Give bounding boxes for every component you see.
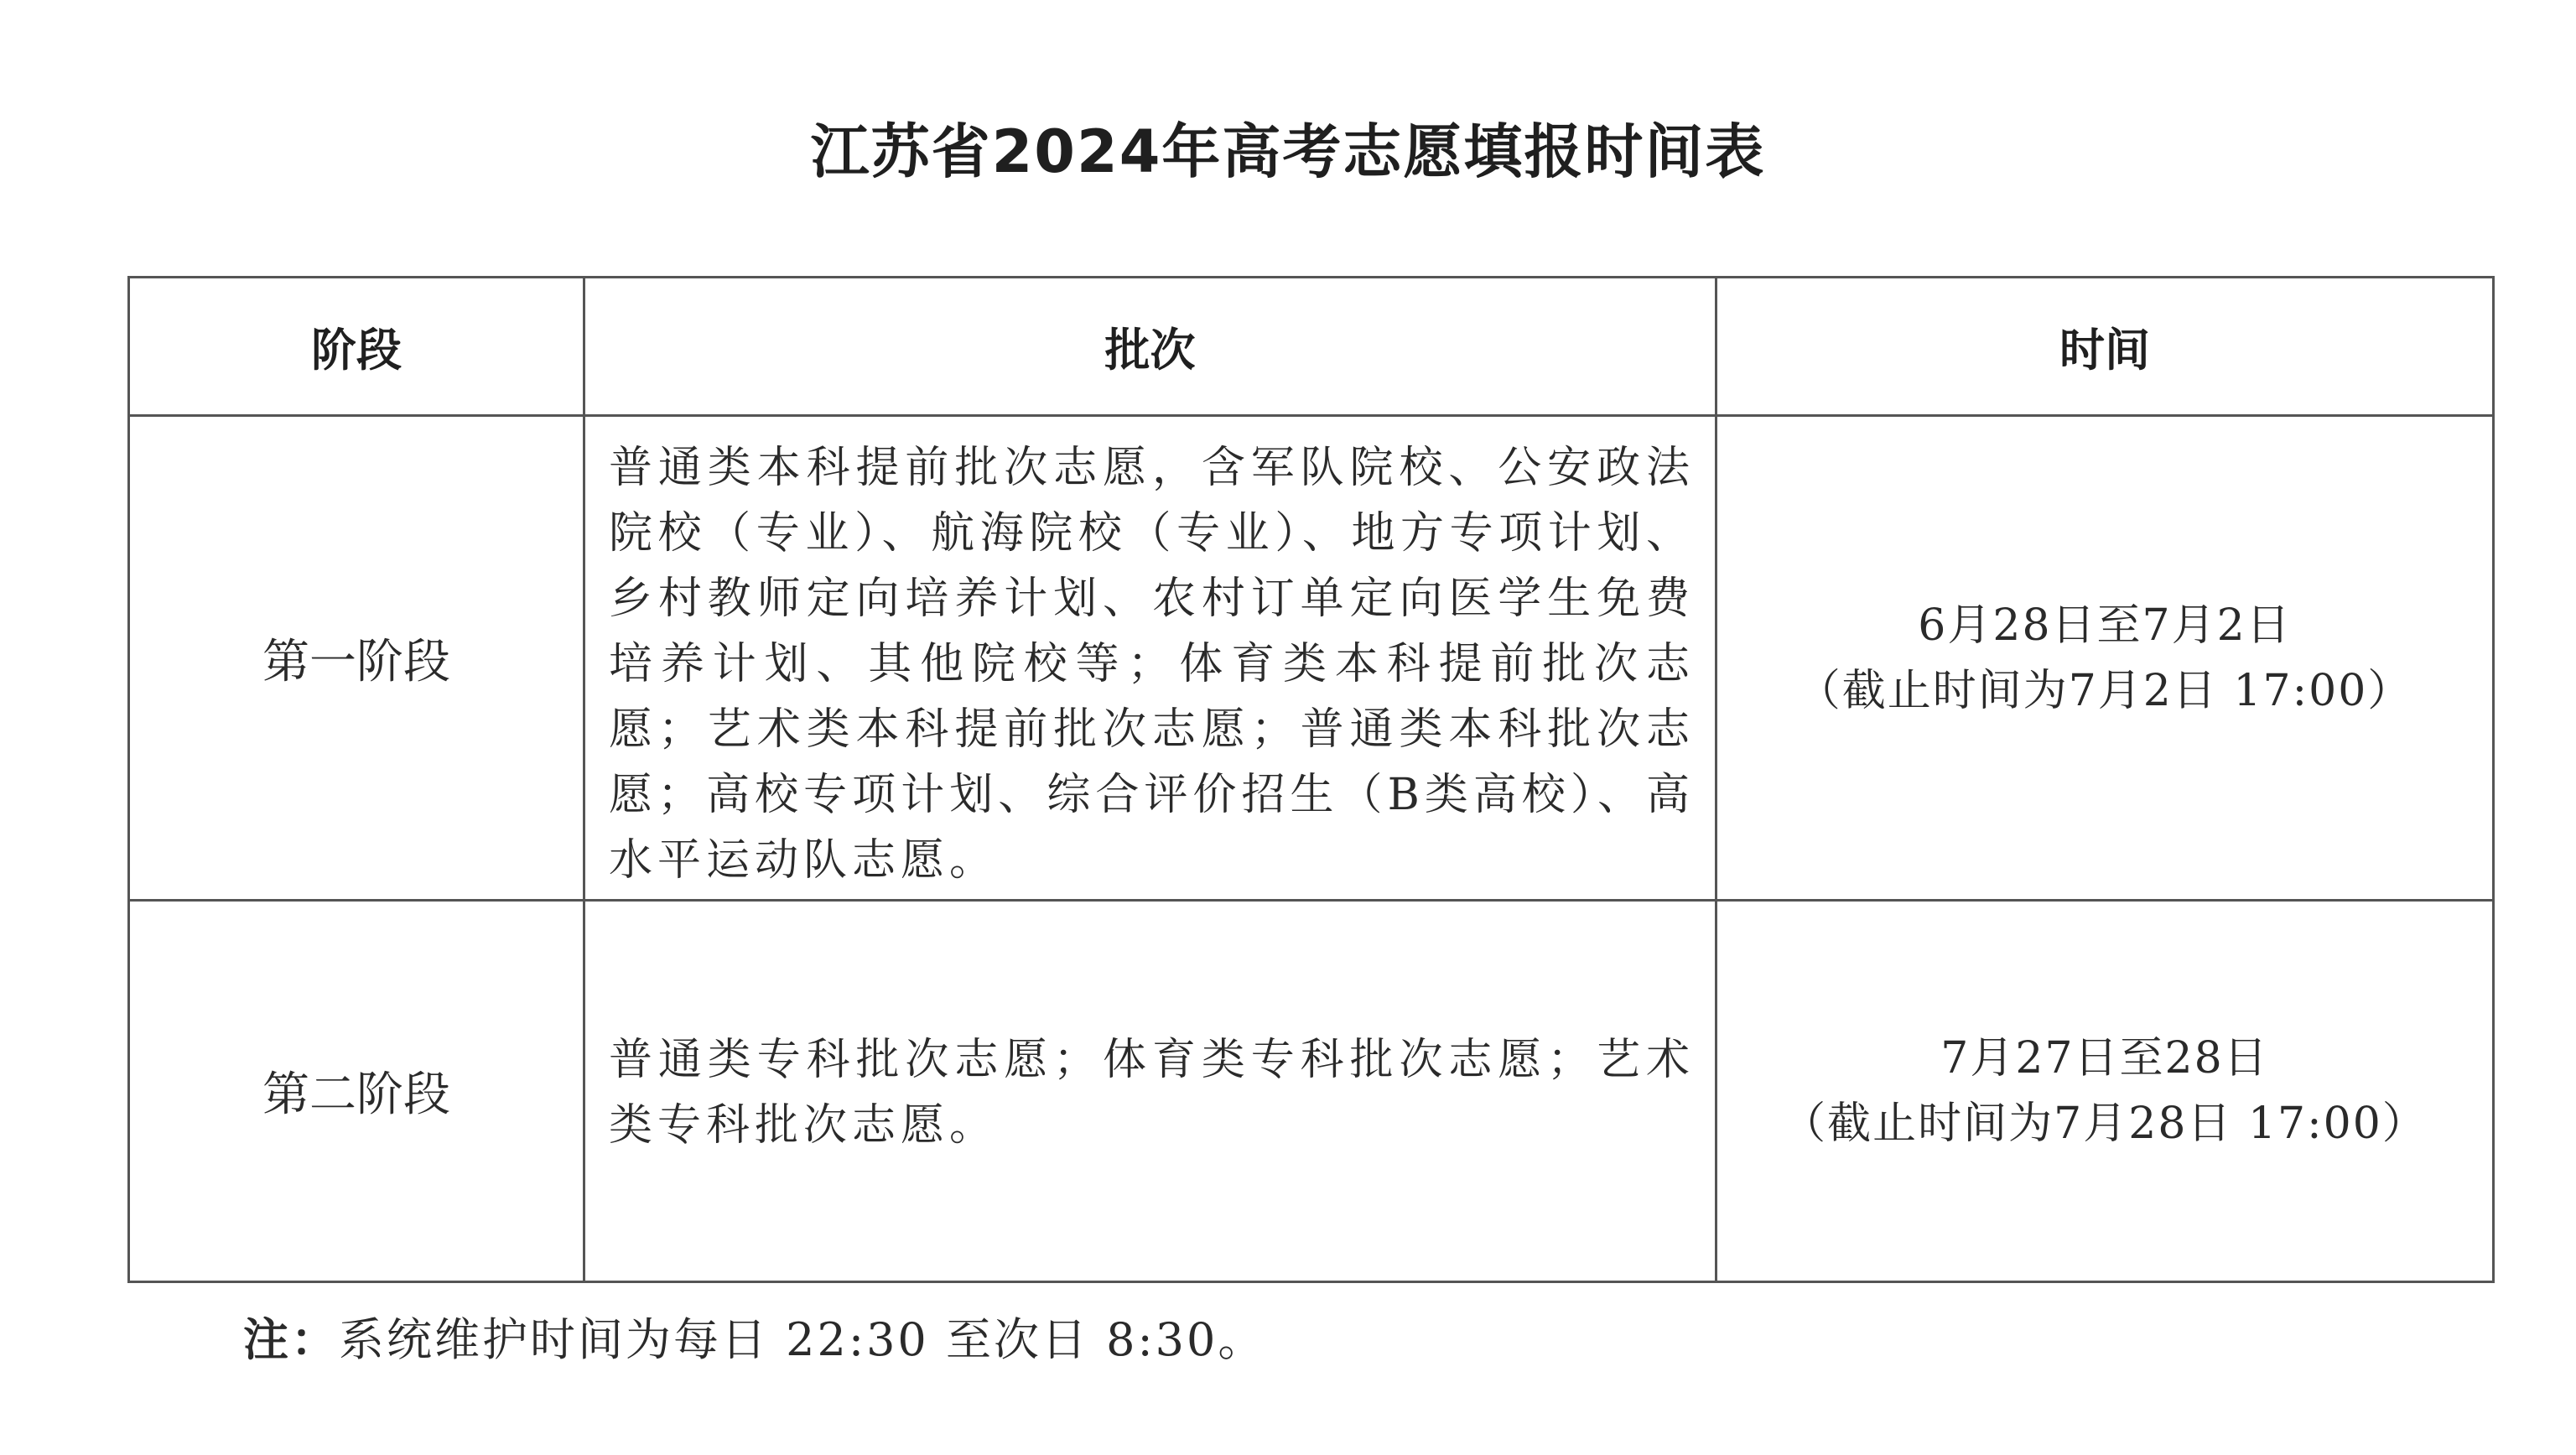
footnote-label: 注：: [243, 1313, 339, 1366]
batch-cell: [584, 416, 1716, 901]
batch-cell: [584, 901, 1716, 1282]
footnote-text: 系统维护时间为每日 22:30 至次日 8:30。: [339, 1313, 1266, 1366]
deadline-text: （截止时间为7月28日 17:00）: [1782, 1099, 2428, 1149]
deadline-text: （截止时间为7月2日 17:00）: [1796, 665, 2413, 716]
stage-cell: 第二阶段: [129, 901, 584, 1282]
header-stage: 阶段: [129, 278, 584, 416]
table-header-row: [129, 278, 2494, 416]
time-cell: [1716, 901, 2494, 1282]
time-range: 7月27日至28日: [1940, 1033, 2269, 1083]
header-batch: 批次: [584, 278, 1716, 416]
schedule-table: [127, 276, 2495, 1283]
stage-cell: 第一阶段: [129, 416, 584, 901]
table-row: [129, 416, 2494, 901]
time-cell: [1716, 416, 2494, 901]
footnote: [243, 1304, 1265, 1369]
table-row: [129, 901, 2494, 1282]
time-range: 6月28日至7月2日: [1918, 600, 2292, 651]
page-title: 江苏省2024年高考志愿填报时间表: [810, 117, 1766, 186]
batch-text: 普通类专科批次志愿；体育类专科批次志愿；艺术类专科批次志愿。: [609, 1035, 1695, 1151]
header-time: 时间: [1716, 278, 2494, 416]
batch-text: 普通类本科提前批次志愿，含军队院校、公安政法院校（专业）、航海院校（专业）、地方专项计划、乡村教师定向培养计划、农村订单定向医学生免费培养计划、其他院校等；体育类本科提前批次志愿；艺术类本科提前批次志愿；普通类本科批次志愿；高校专项计划、综合评价招生（B类高校）、高水平运动队志愿。: [609, 443, 1695, 886]
